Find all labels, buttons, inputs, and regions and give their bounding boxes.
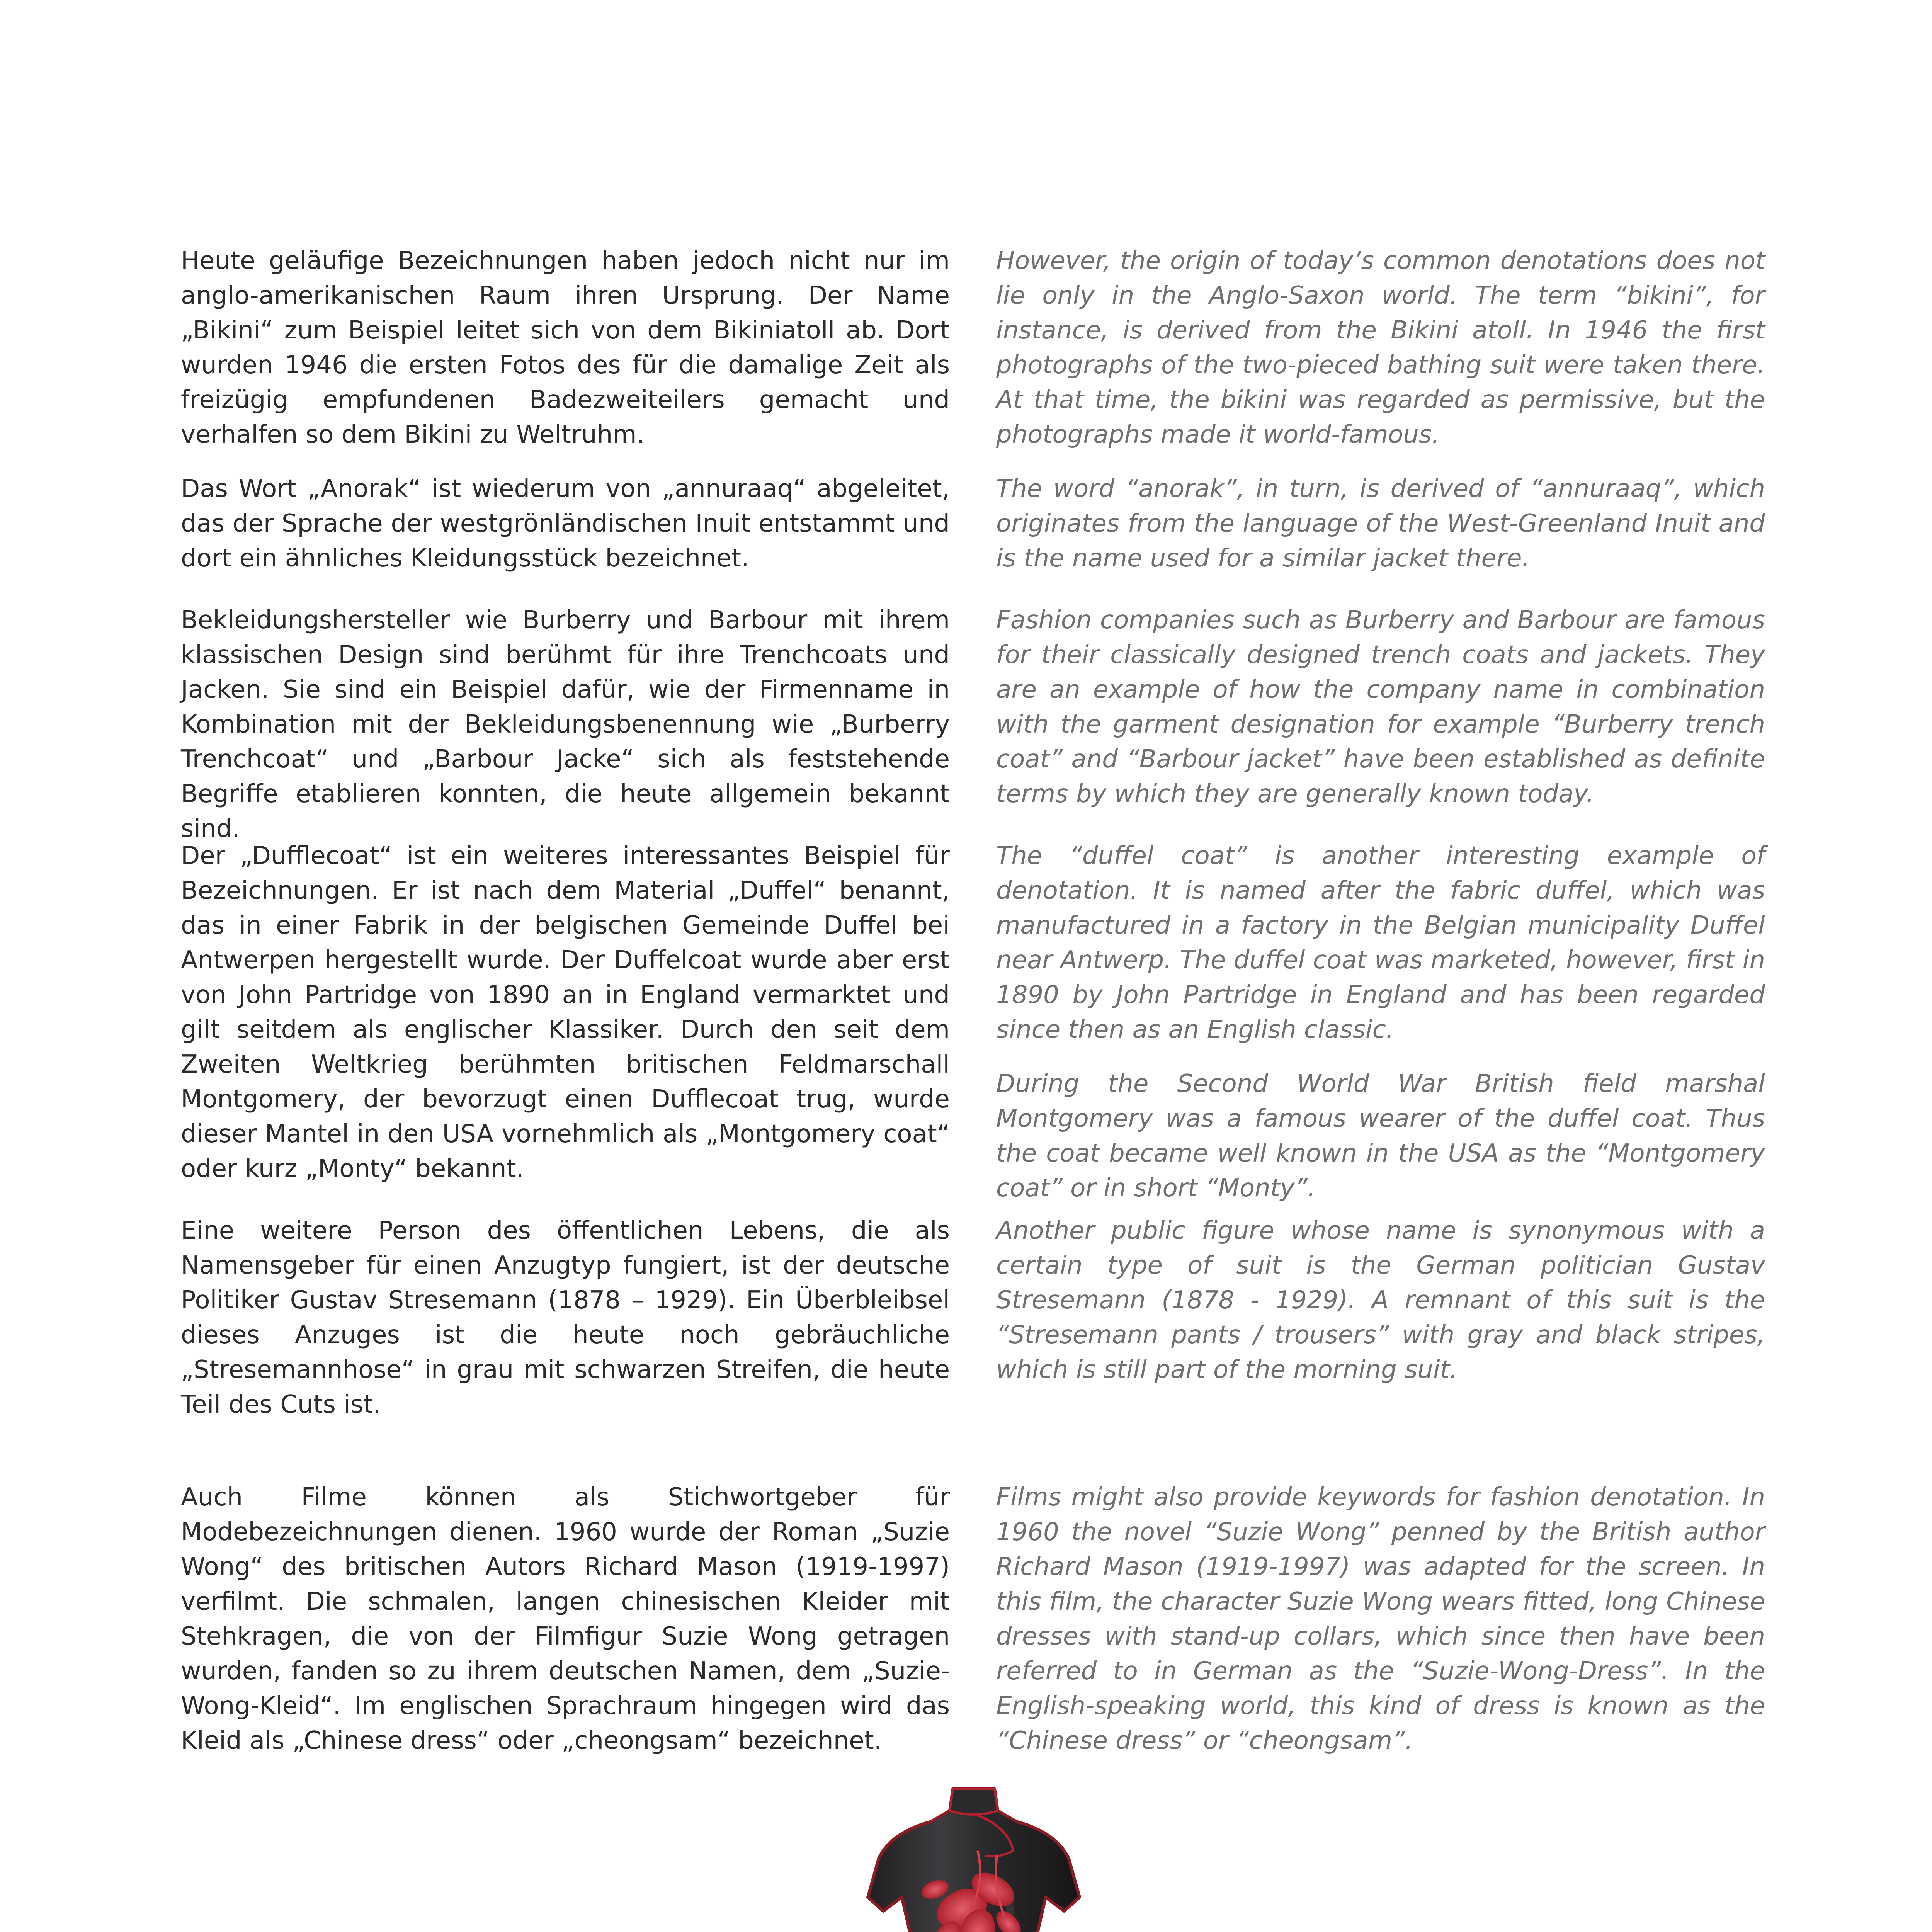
cheongsam-dress-icon	[862, 1781, 1086, 1932]
english-paragraph-stresemann: Another public figure whose name is synonymous with a certain type of suit is the German politician Gustav Stresemann (1878 - 1929). A remnant of this suit is the “Stresemann pants / trousers” with gray and black stripes, which is still part of the morning suit.	[996, 1216, 1765, 1384]
german-paragraph-burberry: Bekleidungshersteller wie Burberry und Barbour mit ihrem klassischen Design sind berühmt für ihre Trenchcoats und Jacken. Sie sind ein Beispiel dafür, wie der Firmenname in Kombination mit der Bekleidungsbenennung wie „Burberry Trenchcoat“ und „Barbour Jacke“ sich als feststehende Begriffe etablieren konnten, die heute allgemein bekannt sind.	[181, 606, 950, 843]
english-paragraph-duffel-coat: The “duffel coat” is another interesting example of denotation. It is named after the fabric duffel, which was manufactured in a factory in the Belgian municipality Duffel near Antwerp. The duffel coat was marketed, however, first in 1890 by John Partridge in England and has been regarded since then as an English classic.	[996, 842, 1765, 1044]
german-paragraph-bikini: Heute geläufige Bezeichnungen haben jedoch nicht nur im anglo-amerikanischen Raum ihren Ursprung. Der Name „Bikini“ zum Beispiel leitet sich von dem Bikiniatoll ab. Dort wurden 1946 die ersten Fotos des für die damalige Zeit als freizügig empfundenen Badezweiteilers gemacht und verhalfen so dem Bikini zu Weltruhm.	[181, 247, 950, 449]
german-paragraph-suzie-wong: Auch Filme können als Stichwortgeber für Modebezeichnungen dienen. 1960 wurde der Roman „Suzie Wong“ des britischen Autors Richard Mason (1919-1997) verfilmt. Die schmalen, langen chinesischen Kleider mit Stehkragen, die von der Filmfigur Suzie Wong getragen wurden, fanden so zu ihrem deutschen Namen, dem „Suzie-Wong-Kleid“. Im englischen Sprachraum hingegen wird das Kleid als „Chinese dress“ oder „cheongsam“ bezeichnet.	[181, 1483, 950, 1755]
english-paragraph-suzie-wong: Films might also provide keywords for fashion denotation. In 1960 the novel “Suzie Wong” penned by the British author Richard Mason (1919-1997) was adapted for the screen. In this film, the character Suzie Wong wears fitted, long Chinese dresses with stand-up collars, which since then have been referred to in German as the “Suzie-Wong-Dress”. In the English-speaking world, this kind of dress is known as the “Chinese dress” or “cheongsam”.	[996, 1483, 1765, 1755]
german-paragraph-anorak: Das Wort „Anorak“ ist wiederum von „annuraaq“ abgeleitet, das der Sprache der westgrönländischen Inuit entstammt und dort ein ähnliches Kleidungsstück bezeichnet.	[181, 474, 950, 573]
german-paragraph-dufflecoat: Der „Dufflecoat“ ist ein weiteres interessantes Beispiel für Bezeichnungen. Er ist nach dem Material „Duffel“ benannt, das in einer Fabrik in der belgischen Gemeinde Duffel bei Antwerpen hergestellt wurde. Der Duffelcoat wurde aber erst von John Partridge von 1890 an in England vermarktet und gilt seitdem als englischer Klassiker. Durch den seit dem Zweiten Weltkrieg berühmten britischen Feldmarschall Montgomery, der bevorzugt einen Dufflecoat trug, wurde dieser Mantel in den USA vornehmlich als „Montgomery coat“ oder kurz „Monty“ bekannt.	[181, 842, 950, 1183]
english-paragraph-bikini: However, the origin of today’s common denotations does not lie only in the Anglo-Saxon world. The term “bikini”, for instance, is derived from the Bikini atoll. In 1946 the first photographs of the two-pieced bathing suit were taken there. At that time, the bikini was regarded as permissive, but the photographs made it world-famous.	[996, 247, 1765, 449]
english-paragraph-montgomery: During the Second World War British field marshal Montgomery was a famous wearer of the duffel coat. Thus the coat became well known in the USA as the “Montgomery coat” or in short “Monty”.	[996, 1070, 1765, 1202]
english-paragraph-burberry: Fashion companies such as Burberry and Barbour are famous for their classically designed trench coats and jackets. They are an example of how the company name in combination with the garment designation for example “Burberry trench coat” and “Barbour jacket” have been established as definite terms by which they are generally known today.	[996, 606, 1765, 808]
english-paragraph-anorak: The word “anorak”, in turn, is derived of “annuraaq”, which originates from the language of the West-Greenland Inuit and is the name used for a similar jacket there.	[996, 474, 1765, 573]
german-paragraph-stresemann: Eine weitere Person des öffentlichen Lebens, die als Namensgeber für einen Anzugtyp fungiert, ist der deutsche Politiker Gustav Stresemann (1878 – 1929). Ein Überbleibsel dieses Anzuges ist die heute noch gebräuchliche „Stresemannhose“ in grau mit schwarzen Streifen, die heute Teil des Cuts ist.	[181, 1216, 950, 1419]
